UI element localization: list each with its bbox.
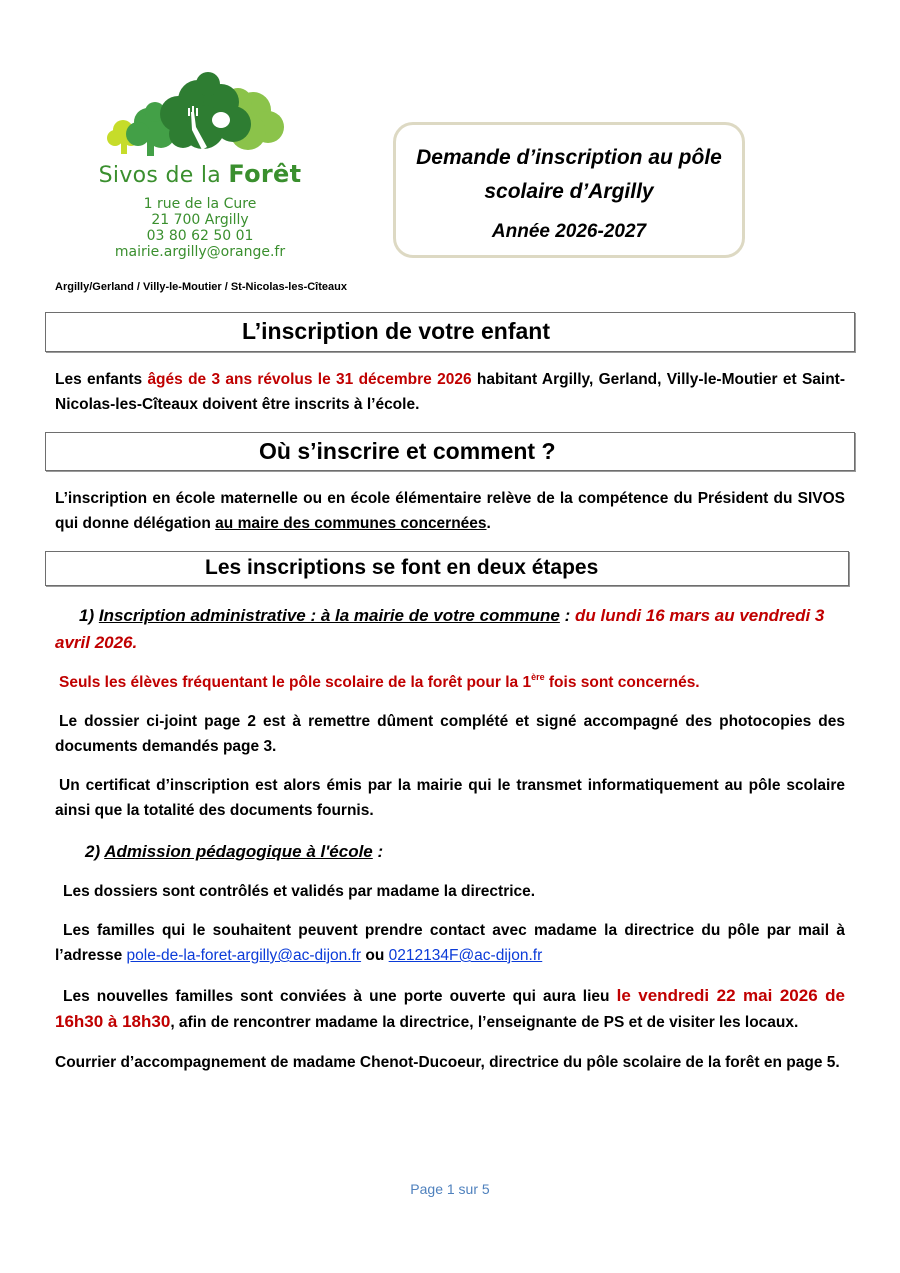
step-title: Admission pédagogique à l'école bbox=[104, 842, 373, 861]
text: L’inscription en école maternelle ou en école élémentaire relève de la compétence du Président du SIVOS qui donne délégation bbox=[55, 490, 845, 532]
communes-list: Argilly/Gerland / Villy-le-Moutier / St-Nicolas-les-Cîteaux bbox=[55, 281, 347, 293]
text: . bbox=[486, 515, 491, 532]
text: Courrier d’accompagnement de madame Chenot-Ducoeur, directrice du pôle scolaire de la forêt en page 5. bbox=[55, 1054, 840, 1071]
paragraph-age bbox=[55, 367, 845, 417]
sivos-logo bbox=[85, 68, 315, 268]
logo-address bbox=[85, 196, 315, 260]
paragraph-dossier bbox=[55, 709, 845, 759]
paragraph-porte-ouverte bbox=[55, 983, 845, 1035]
highlight-age: âgés de 3 ans révolus le 31 décembre 2026 bbox=[147, 371, 472, 388]
document-title-box bbox=[393, 122, 745, 258]
section-heading-etapes bbox=[45, 551, 849, 586]
address-email: mairie.argilly@orange.fr bbox=[114, 244, 286, 260]
text: Les familles qui le souhaitent peuvent prendre contact avec madame la directrice du pôle par mail à l’adresse bbox=[55, 922, 845, 964]
step-number: 1) bbox=[79, 606, 99, 625]
tree-logo-icon bbox=[103, 72, 293, 162]
document-title bbox=[396, 141, 742, 209]
step-2-heading bbox=[55, 838, 845, 865]
text: fois sont concernés. bbox=[544, 674, 700, 691]
paragraph-controle bbox=[55, 879, 845, 904]
email-link-ecole[interactable]: 0212134F@ac-dijon.fr bbox=[388, 947, 543, 964]
logo-name-part2: Forêt bbox=[228, 160, 302, 188]
page-number: Page 1 sur 5 bbox=[410, 1181, 490, 1197]
paragraph-courrier bbox=[55, 1050, 845, 1075]
step-1-heading bbox=[55, 602, 845, 656]
step-title: Inscription administrative : à la mairie de votre commune bbox=[98, 606, 560, 625]
text: Les nouvelles familles sont conviées à une porte ouverte qui aura lieu bbox=[63, 988, 617, 1005]
text: : bbox=[372, 842, 384, 861]
text: Le dossier ci-joint page 2 est à remettre dûment complété et signé accompagné des photocopies des documents demandés page 3. bbox=[55, 713, 845, 755]
paragraph-certificat bbox=[55, 773, 845, 823]
section-heading-inscription bbox=[45, 312, 855, 352]
step-dates: du lundi 16 mars au vendredi 3 avril 2026. bbox=[55, 606, 825, 652]
step-number: 2) bbox=[85, 842, 105, 861]
text: habitant Argilly, Gerland, Villy-le-Moutier et Saint-Nicolas-les-Cîteaux doivent être inscrits à l’école. bbox=[55, 371, 845, 413]
text: Un certificat d’inscription est alors émis par la mairie qui le transmet informatiquement au pôle scolaire ainsi que la totalité des documents fournis. bbox=[55, 777, 845, 819]
superscript: ère bbox=[531, 672, 545, 682]
address-phone: 03 80 62 50 01 bbox=[146, 228, 254, 244]
paragraph-competence bbox=[55, 486, 845, 536]
section-heading-ou-sinscrire bbox=[45, 432, 855, 471]
text: , afin de rencontrer madame la directrice, l’enseignante de PS et de visiter les locaux. bbox=[170, 1014, 799, 1031]
logo-name-part1: Sivos de la bbox=[98, 163, 229, 188]
section-title: L’inscription de votre enfant bbox=[242, 318, 550, 344]
address-city: 21 700 Argilly bbox=[151, 212, 249, 228]
text: : bbox=[559, 606, 575, 625]
email-link-pole[interactable]: pole-de-la-foret-argilly@ac-dijon.fr bbox=[126, 947, 362, 964]
text: ou bbox=[361, 947, 389, 964]
address-street: 1 rue de la Cure bbox=[143, 196, 257, 212]
text: Les dossiers sont contrôlés et validés par madame la directrice. bbox=[63, 883, 536, 900]
section-title: Où s’inscrire et comment ? bbox=[259, 438, 556, 464]
paragraph-contact bbox=[55, 918, 845, 968]
notice-first-time bbox=[59, 670, 849, 695]
highlight-date: le vendredi 22 mai 2026 de 16h30 à 18h30 bbox=[55, 986, 845, 1031]
document-title-line1: Demande d’inscription au pôle bbox=[416, 146, 722, 169]
document-title-line2: scolaire d’Argilly bbox=[484, 180, 654, 203]
underlined-text: au maire des communes concernées bbox=[215, 515, 487, 532]
text: Les enfants bbox=[55, 371, 148, 388]
school-year: Année 2026-2027 bbox=[491, 221, 647, 242]
logo-name bbox=[85, 160, 315, 188]
text: Seuls les élèves fréquentant le pôle scolaire de la forêt pour la 1 bbox=[59, 674, 532, 691]
section-title: Les inscriptions se font en deux étapes bbox=[205, 556, 599, 579]
